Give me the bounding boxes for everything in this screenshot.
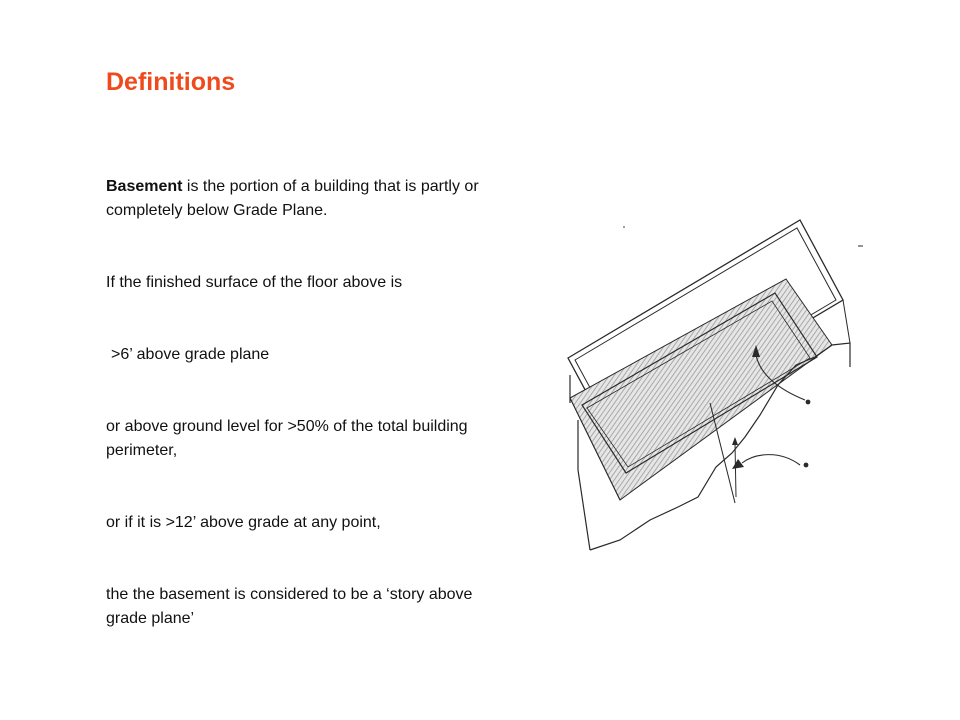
- dot-mark-top-left: [623, 226, 625, 228]
- leader-arrow-lower-head: [732, 459, 744, 469]
- basement-diagram: [560, 215, 880, 565]
- leader-dot-upper: [806, 400, 811, 405]
- condition-twelve-feet: or if it is >12’ above grade at any point,: [106, 514, 381, 531]
- leader-arrow-lower: [742, 455, 800, 465]
- condition-perimeter: or above ground level for >50% of the total building perimeter,: [106, 418, 468, 459]
- condition-intro: If the finished surface of the floor above is: [106, 274, 403, 291]
- term-basement: Basement: [106, 178, 183, 195]
- leader-dot-lower: [804, 463, 809, 468]
- slide-title: Definitions: [106, 68, 236, 96]
- basement-definition: [106, 175, 516, 223]
- front-wall-bottom: [578, 420, 590, 550]
- condition-six-feet: >6’ above grade plane: [111, 346, 270, 363]
- conclusion-statement: the the basement is considered to be a ‘story above grade plane’: [106, 586, 473, 627]
- height-indicator-right: [735, 443, 736, 497]
- back-wall-right: [843, 300, 850, 343]
- height-arrow-head: [732, 437, 738, 445]
- basement-definition-text: is the portion of a building that is partly or completely below Grade Plane.: [106, 178, 479, 219]
